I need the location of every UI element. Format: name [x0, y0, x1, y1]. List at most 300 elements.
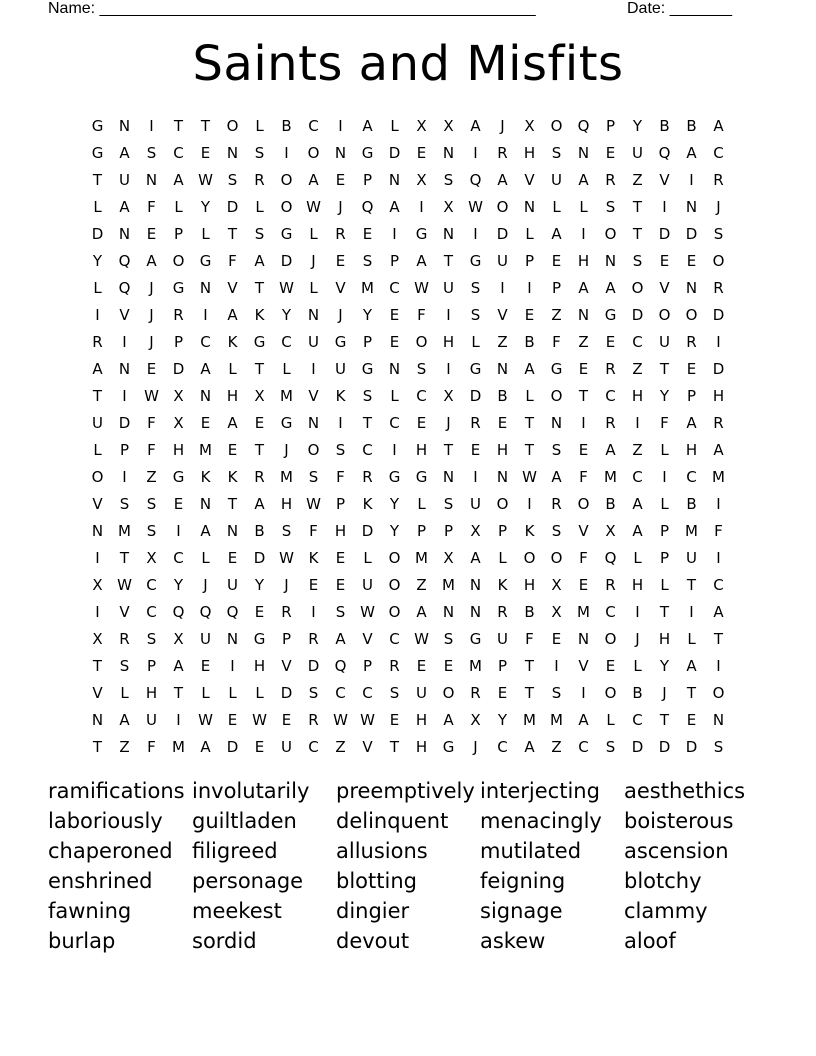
word-list-item: personage: [192, 869, 304, 893]
grid-letter: T: [227, 494, 238, 513]
grid-letter: H: [415, 737, 428, 756]
grid-letter: K: [362, 494, 373, 513]
grid-letter: X: [416, 170, 427, 189]
grid-row: [84, 382, 734, 409]
grid-row: [84, 355, 734, 382]
grid-letter: A: [470, 116, 481, 135]
grid-letter: I: [662, 467, 667, 486]
grid-letter: X: [173, 629, 184, 648]
grid-letter: R: [254, 467, 265, 486]
grid-letter: S: [308, 683, 319, 702]
grid-letter: A: [200, 521, 211, 540]
word-list-item: clammy: [624, 899, 708, 923]
grid-letter: Z: [146, 467, 157, 486]
letter-grid: [84, 112, 734, 760]
word-list-item: boisterous: [624, 809, 734, 833]
grid-letter: K: [524, 521, 535, 540]
grid-letter: K: [497, 575, 508, 594]
grid-letter: P: [119, 440, 130, 459]
grid-letter: J: [149, 332, 154, 351]
grid-letter: F: [147, 413, 156, 432]
grid-letter: X: [443, 548, 454, 567]
grid-letter: I: [689, 602, 694, 621]
grid-letter: Q: [469, 170, 482, 189]
grid-letter: V: [524, 170, 535, 189]
grid-letter: A: [308, 170, 319, 189]
grid-letter: M: [199, 440, 212, 459]
grid-letter: G: [91, 116, 104, 135]
grid-letter: L: [93, 278, 102, 297]
grid-letter: C: [146, 575, 157, 594]
grid-letter: J: [716, 197, 721, 216]
grid-letter: L: [525, 224, 534, 243]
grid-letter: O: [307, 440, 320, 459]
grid-letter: J: [338, 197, 343, 216]
grid-letter: D: [226, 197, 239, 216]
grid-letter: O: [658, 305, 671, 324]
grid-letter: N: [118, 116, 131, 135]
grid-letter: L: [363, 548, 372, 567]
grid-letter: R: [173, 305, 184, 324]
grid-letter: R: [308, 710, 319, 729]
grid-letter: D: [712, 359, 725, 378]
grid-letter: L: [660, 494, 669, 513]
grid-letter: L: [201, 224, 210, 243]
grid-letter: G: [334, 332, 347, 351]
grid-letter: P: [281, 629, 292, 648]
grid-letter: L: [93, 440, 102, 459]
grid-letter: E: [578, 359, 589, 378]
grid-letter: J: [284, 575, 289, 594]
grid-row: [84, 652, 734, 679]
grid-letter: P: [173, 332, 184, 351]
grid-row: [84, 247, 734, 274]
grid-letter: O: [712, 251, 725, 270]
grid-letter: E: [254, 602, 265, 621]
grid-letter: O: [496, 494, 509, 513]
grid-letter: U: [335, 359, 346, 378]
grid-letter: Y: [254, 575, 265, 594]
grid-letter: I: [500, 278, 505, 297]
grid-letter: W: [360, 710, 375, 729]
grid-letter: G: [280, 413, 293, 432]
grid-letter: C: [713, 143, 724, 162]
grid-letter: H: [496, 440, 509, 459]
grid-letter: C: [362, 683, 373, 702]
grid-letter: R: [497, 143, 508, 162]
grid-letter: D: [496, 224, 509, 243]
grid-letter: C: [497, 737, 508, 756]
grid-letter: G: [469, 359, 482, 378]
word-list-item: laboriously: [48, 809, 163, 833]
grid-letter: S: [416, 359, 427, 378]
grid-letter: L: [228, 683, 237, 702]
grid-letter: B: [659, 116, 670, 135]
grid-letter: K: [308, 548, 319, 567]
grid-letter: N: [307, 413, 320, 432]
grid-letter: T: [659, 602, 670, 621]
grid-letter: C: [335, 683, 346, 702]
grid-letter: J: [662, 683, 667, 702]
grid-letter: W: [468, 197, 483, 216]
grid-letter: A: [200, 737, 211, 756]
grid-row: [84, 625, 734, 652]
grid-letter: I: [527, 494, 532, 513]
grid-letter: A: [362, 116, 373, 135]
grid-letter: M: [469, 656, 482, 675]
grid-letter: S: [713, 224, 724, 243]
grid-letter: C: [605, 386, 616, 405]
grid-letter: L: [255, 683, 264, 702]
grid-letter: P: [389, 251, 400, 270]
grid-letter: E: [308, 575, 319, 594]
grid-letter: H: [334, 521, 347, 540]
grid-letter: B: [686, 116, 697, 135]
grid-letter: J: [338, 305, 343, 324]
grid-letter: D: [631, 737, 644, 756]
grid-letter: O: [226, 116, 239, 135]
grid-letter: C: [200, 332, 211, 351]
grid-letter: S: [146, 629, 157, 648]
grid-letter: G: [388, 467, 401, 486]
grid-letter: N: [496, 359, 509, 378]
grid-letter: A: [605, 278, 616, 297]
grid-letter: Q: [118, 278, 131, 297]
grid-letter: I: [122, 386, 127, 405]
grid-letter: A: [119, 143, 130, 162]
grid-letter: S: [443, 629, 454, 648]
grid-letter: H: [442, 332, 455, 351]
grid-row: [84, 733, 734, 760]
grid-letter: A: [119, 710, 130, 729]
grid-letter: D: [172, 359, 185, 378]
grid-letter: D: [253, 548, 266, 567]
grid-letter: P: [659, 548, 670, 567]
grid-letter: B: [605, 494, 616, 513]
grid-letter: E: [389, 305, 400, 324]
grid-letter: H: [631, 386, 644, 405]
grid-letter: I: [716, 656, 721, 675]
grid-letter: Z: [551, 305, 562, 324]
grid-letter: A: [632, 494, 643, 513]
grid-letter: A: [524, 359, 535, 378]
grid-letter: H: [523, 143, 536, 162]
grid-letter: L: [255, 116, 264, 135]
grid-row: [84, 598, 734, 625]
grid-letter: U: [308, 332, 319, 351]
grid-letter: X: [443, 197, 454, 216]
word-list: [48, 778, 788, 954]
grid-letter: A: [200, 359, 211, 378]
grid-letter: N: [577, 629, 590, 648]
grid-letter: H: [226, 386, 239, 405]
grid-letter: A: [254, 494, 265, 513]
grid-letter: B: [497, 386, 508, 405]
grid-letter: W: [117, 575, 132, 594]
grid-letter: I: [338, 413, 343, 432]
grid-letter: X: [551, 575, 562, 594]
grid-letter: E: [281, 710, 292, 729]
grid-letter: O: [577, 494, 590, 513]
grid-letter: E: [416, 656, 427, 675]
grid-letter: T: [524, 656, 535, 675]
word-list-item: askew: [480, 929, 546, 953]
grid-letter: I: [662, 197, 667, 216]
grid-letter: L: [201, 548, 210, 567]
grid-letter: N: [523, 197, 536, 216]
grid-letter: X: [254, 386, 265, 405]
grid-letter: T: [119, 548, 130, 567]
grid-letter: K: [227, 332, 238, 351]
grid-letter: W: [279, 278, 294, 297]
word-list-item: ascension: [624, 839, 729, 863]
grid-letter: T: [92, 656, 103, 675]
grid-letter: I: [473, 224, 478, 243]
grid-letter: E: [578, 575, 589, 594]
grid-letter: B: [686, 494, 697, 513]
word-list-item: devout: [336, 929, 410, 953]
grid-letter: R: [470, 683, 481, 702]
grid-letter: C: [578, 737, 589, 756]
grid-letter: Q: [172, 602, 185, 621]
grid-letter: A: [92, 359, 103, 378]
grid-letter: C: [686, 467, 697, 486]
grid-row: [84, 436, 734, 463]
grid-letter: N: [307, 305, 320, 324]
grid-letter: S: [443, 170, 454, 189]
grid-letter: N: [604, 251, 617, 270]
grid-letter: O: [550, 116, 563, 135]
grid-letter: L: [390, 116, 399, 135]
grid-letter: G: [280, 224, 293, 243]
grid-letter: G: [469, 251, 482, 270]
header: [0, 0, 816, 22]
grid-letter: L: [93, 197, 102, 216]
grid-letter: D: [658, 737, 671, 756]
grid-letter: J: [284, 440, 289, 459]
grid-letter: H: [280, 494, 293, 513]
grid-letter: P: [362, 332, 373, 351]
grid-letter: D: [685, 224, 698, 243]
grid-letter: B: [524, 332, 535, 351]
grid-letter: F: [579, 548, 588, 567]
grid-letter: U: [632, 143, 643, 162]
grid-row: [84, 274, 734, 301]
grid-letter: E: [389, 332, 400, 351]
grid-letter: Z: [578, 332, 589, 351]
word-list-item: blotting: [336, 869, 417, 893]
grid-letter: Y: [659, 386, 670, 405]
grid-letter: P: [443, 521, 454, 540]
grid-letter: J: [149, 278, 154, 297]
grid-letter: I: [581, 683, 586, 702]
word-list-item: burlap: [48, 929, 116, 953]
grid-letter: Y: [200, 197, 211, 216]
grid-letter: T: [389, 737, 400, 756]
grid-letter: N: [388, 359, 401, 378]
grid-letter: Q: [118, 251, 131, 270]
grid-letter: F: [525, 629, 534, 648]
grid-letter: F: [309, 521, 318, 540]
grid-letter: U: [686, 548, 697, 567]
grid-letter: A: [173, 656, 184, 675]
grid-letter: G: [361, 143, 374, 162]
grid-letter: V: [92, 494, 103, 513]
grid-letter: L: [201, 683, 210, 702]
grid-letter: W: [414, 629, 429, 648]
grid-letter: V: [308, 386, 319, 405]
grid-letter: T: [524, 440, 535, 459]
grid-letter: B: [632, 683, 643, 702]
word-list-item: enshrined: [48, 869, 153, 893]
grid-letter: M: [712, 467, 725, 486]
grid-letter: T: [686, 683, 697, 702]
grid-letter: T: [578, 386, 589, 405]
grid-letter: V: [659, 278, 670, 297]
grid-letter: I: [635, 413, 640, 432]
grid-letter: U: [470, 494, 481, 513]
word-list-item: meekest: [192, 899, 282, 923]
grid-letter: A: [713, 116, 724, 135]
grid-letter: U: [416, 683, 427, 702]
grid-letter: Y: [173, 575, 184, 594]
grid-letter: S: [308, 467, 319, 486]
grid-letter: O: [442, 683, 455, 702]
grid-letter: M: [604, 467, 617, 486]
grid-letter: O: [604, 629, 617, 648]
grid-letter: P: [551, 278, 562, 297]
grid-letter: R: [713, 170, 724, 189]
grid-letter: L: [174, 197, 183, 216]
word-list-item: aesthethics: [624, 779, 746, 803]
grid-letter: J: [446, 413, 451, 432]
grid-letter: R: [335, 224, 346, 243]
grid-letter: G: [550, 359, 563, 378]
grid-letter: F: [147, 440, 156, 459]
grid-letter: J: [311, 251, 316, 270]
grid-letter: X: [551, 602, 562, 621]
word-list-item: guiltladen: [192, 809, 297, 833]
grid-letter: O: [604, 224, 617, 243]
grid-letter: E: [686, 359, 697, 378]
grid-letter: T: [659, 710, 670, 729]
grid-letter: S: [335, 440, 346, 459]
grid-letter: O: [280, 170, 293, 189]
grid-letter: T: [632, 197, 643, 216]
word-list-item: interjecting: [480, 779, 600, 803]
grid-letter: R: [605, 413, 616, 432]
grid-row: [84, 571, 734, 598]
grid-letter: Z: [632, 170, 643, 189]
grid-letter: S: [605, 197, 616, 216]
grid-letter: H: [253, 656, 266, 675]
grid-letter: R: [686, 332, 697, 351]
grid-letter: E: [524, 305, 535, 324]
grid-letter: V: [119, 602, 130, 621]
grid-letter: N: [199, 386, 212, 405]
grid-letter: O: [388, 575, 401, 594]
grid-letter: W: [279, 548, 294, 567]
grid-letter: N: [199, 278, 212, 297]
grid-letter: S: [119, 494, 130, 513]
grid-letter: I: [338, 116, 343, 135]
grid-letter: Z: [632, 440, 643, 459]
grid-letter: L: [633, 548, 642, 567]
grid-letter: Y: [389, 494, 400, 513]
grid-letter: X: [146, 548, 157, 567]
grid-letter: X: [470, 521, 481, 540]
grid-letter: A: [470, 548, 481, 567]
grid-letter: H: [523, 575, 536, 594]
grid-letter: R: [389, 656, 400, 675]
grid-letter: V: [227, 278, 238, 297]
grid-letter: G: [604, 305, 617, 324]
grid-letter: N: [685, 278, 698, 297]
grid-letter: P: [497, 521, 508, 540]
word-list-item: delinquent: [336, 809, 449, 833]
grid-letter: S: [335, 602, 346, 621]
grid-letter: I: [527, 278, 532, 297]
grid-letter: O: [172, 251, 185, 270]
name-field-label: Name: _________________________________________________: [48, 0, 536, 17]
grid-letter: C: [632, 710, 643, 729]
grid-letter: C: [389, 629, 400, 648]
grid-letter: E: [416, 413, 427, 432]
grid-letter: G: [253, 332, 266, 351]
grid-letter: D: [469, 386, 482, 405]
grid-letter: H: [577, 251, 590, 270]
grid-letter: O: [523, 548, 536, 567]
grid-letter: N: [442, 143, 455, 162]
grid-letter: E: [389, 710, 400, 729]
grid-letter: D: [118, 413, 131, 432]
grid-letter: T: [227, 224, 238, 243]
grid-letter: W: [252, 710, 267, 729]
grid-letter: V: [362, 737, 373, 756]
grid-letter: I: [716, 548, 721, 567]
grid-letter: Z: [551, 737, 562, 756]
grid-letter: I: [716, 332, 721, 351]
grid-letter: R: [605, 575, 616, 594]
grid-letter: H: [712, 386, 725, 405]
grid-letter: S: [254, 143, 265, 162]
grid-letter: U: [227, 575, 238, 594]
grid-letter: U: [551, 170, 562, 189]
grid-letter: T: [443, 440, 454, 459]
grid-letter: V: [659, 170, 670, 189]
grid-letter: V: [578, 656, 589, 675]
grid-letter: E: [254, 413, 265, 432]
grid-letter: O: [550, 548, 563, 567]
date-field-label: Date: _______: [627, 0, 732, 17]
grid-letter: E: [605, 656, 616, 675]
grid-letter: J: [149, 305, 154, 324]
grid-letter: O: [307, 143, 320, 162]
grid-letter: P: [497, 656, 508, 675]
grid-letter: R: [470, 413, 481, 432]
grid-letter: C: [605, 602, 616, 621]
grid-letter: E: [362, 224, 373, 243]
grid-letter: I: [311, 602, 316, 621]
grid-letter: C: [146, 602, 157, 621]
grid-letter: I: [95, 305, 100, 324]
grid-letter: N: [469, 602, 482, 621]
grid-letter: F: [147, 197, 156, 216]
grid-letter: U: [659, 332, 670, 351]
grid-letter: D: [307, 656, 320, 675]
grid-letter: E: [227, 548, 238, 567]
grid-letter: T: [92, 737, 103, 756]
